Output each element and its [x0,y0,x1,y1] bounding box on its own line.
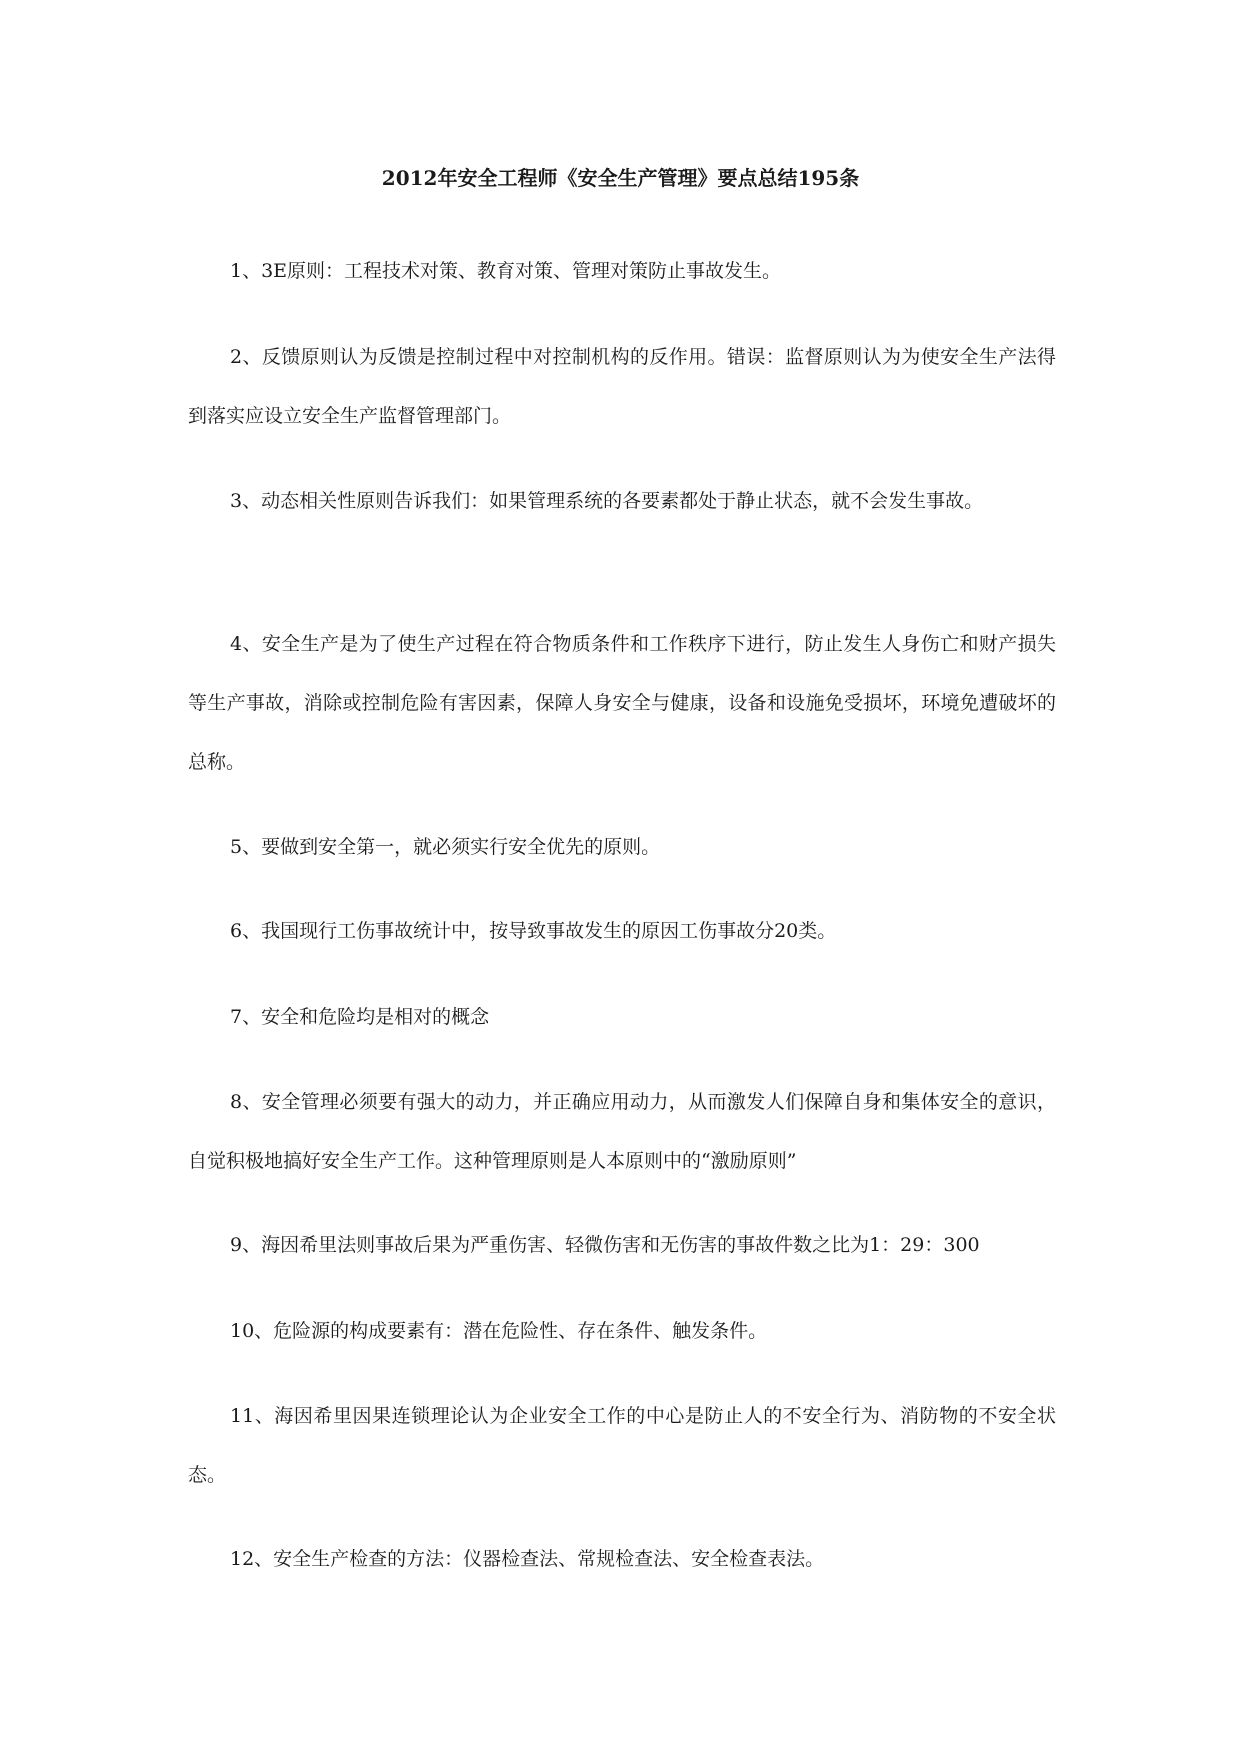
paragraph-9: 9、海因希里法则事故后果为严重伤害、轻微伤害和无伤害的事故件数之比为1：29：300 [230,1234,980,1256]
paragraph-10: 10、危险源的构成要素有：潜在危险性、存在条件、触发条件。 [230,1320,768,1342]
paragraph-12: 12、安全生产检查的方法：仪器检查法、常规检查法、安全检查表法。 [230,1548,825,1570]
paragraph-5: 5、要做到安全第一，就必须实行安全优先的原则。 [230,836,661,858]
paragraph-3: 3、动态相关性原则告诉我们：如果管理系统的各要素都处于静止状态，就不会发生事故。 [230,490,984,512]
paragraph-1: 1、3E原则：工程技术对策、教育对策、管理对策防止事故发生。 [230,260,782,282]
paragraph-11: 11、海因希里因果连锁理论认为企业安全工作的中心是防止人的不安全行为、消防物的不安全状态。 [188,1405,1056,1486]
paragraph-6: 6、我国现行工伤事故统计中，按导致事故发生的原因工伤事故分20类。 [230,920,837,942]
paragraph-4: 4、安全生产是为了使生产过程在符合物质条件和工作秩序下进行，防止发生人身伤亡和财产损失等生产事故，消除或控制危险有害因素，保障人身安全与健康，设备和设施免受损坏，环境免遭破坏的总称。 [188,633,1056,773]
paragraph-2: 2、反馈原则认为反馈是控制过程中对控制机构的反作用。错误：监督原则认为为使安全生产法得到落实应设立安全生产监督管理部门。 [188,346,1056,427]
paragraph-7: 7、安全和危险均是相对的概念 [230,1006,490,1028]
paragraph-8: 8、安全管理必须要有强大的动力，并正确应用动力，从而激发人们保障自身和集体安全的意识，自觉积极地搞好安全生产工作。这种管理原则是人本原则中的“激励原则” [188,1091,1056,1172]
document-title: 2012年安全工程师《安全生产管理》要点总结195条 [381,166,860,190]
